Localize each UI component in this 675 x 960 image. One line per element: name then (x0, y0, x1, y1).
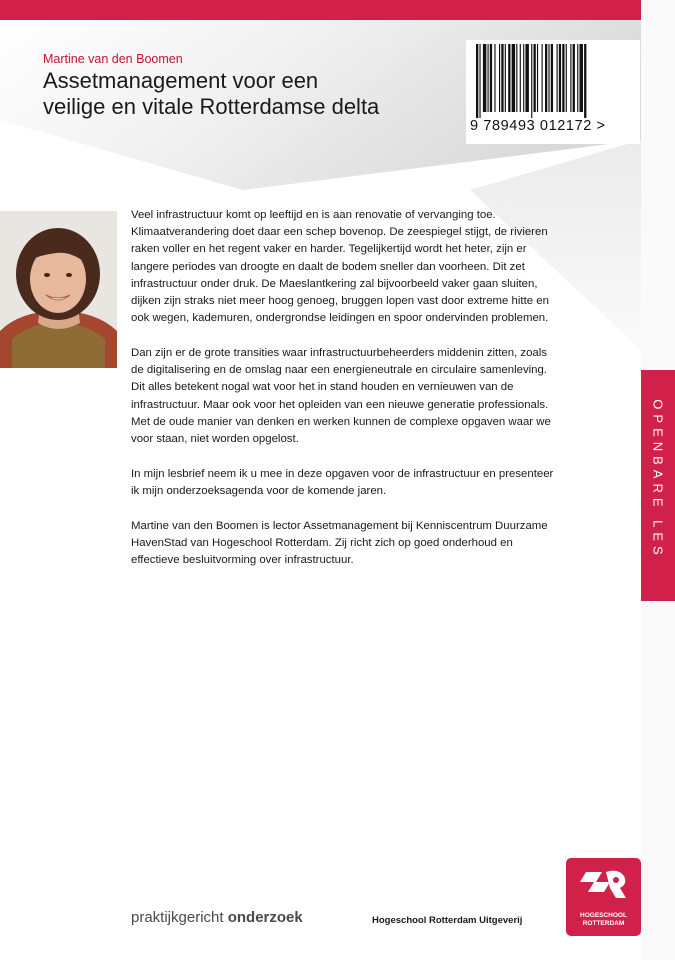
tagline-bold: onderzoek (227, 909, 303, 926)
portrait-illustration (0, 211, 117, 368)
paragraph: In mijn lesbrief neem ik u mee in deze opgaven voor de infrastructuur en presenteer ik mijn onderzoeksagenda voor de komende jaren. (131, 467, 554, 497)
logo-line-2: ROTTERDAM (582, 920, 625, 927)
book-title (43, 68, 379, 120)
paragraph: Dan zijn er de grote transities waar infrastructuurbeheerders middenin zitten, zoals de digitalisering en de omslag naar een energieneutrale en circulaire samenleving. Dit alles betekent nogal wat voor het in stand houden en vernieuwen van de infrastructuur. Maar ook voor het opleiden van een nieuwe generatie professionals. Met de oude manier van denken en werken kunnen de complexe opgaven waar we voor staan, niet worden opgelost. (131, 346, 551, 445)
author-photo (0, 211, 117, 368)
publisher-name: Hogeschool Rotterdam Uitgeverij (372, 915, 523, 926)
isbn-number: 9 789493 012172 > (470, 118, 606, 134)
paragraph: Martine van den Boomen is lector Assetmanagement bij Kenniscentrum Duurzame HavenStad van Hogeschool Rotterdam. Zij richt zich op goed onderhoud en effectieve besluitvorming over infrastructuur. (131, 519, 548, 566)
barcode-bars (476, 44, 631, 118)
back-cover-text (131, 207, 556, 587)
series-label: OPENBARE LES (650, 399, 666, 560)
logo-text (566, 912, 641, 928)
hogeschool-logo (566, 858, 641, 936)
logo-mark-icon (566, 858, 641, 912)
title-line-1: Assetmanagement voor een (43, 68, 319, 93)
paragraph: Veel infrastructuur komt op leeftijd en is aan renovatie of vervanging toe. Klimaatverandering doet daar een schep bovenop. De zeespiegel stijgt, de rivieren raken voller en het regent vaker en harder. Tegelijkertijd wordt het heter, zijn er langere periodes van droogte en daalt de bodem sneller dan voorheen. Dit zet infrastructuur onder druk. De Maeslantkering zal bijvoorbeeld vaker gaan sluiten, dijken zijn straks niet meer hoog genoeg, bruggen lopen vast door extreme hitte en ook wegen, kademuren, ondergrondse leidingen en spoor ondervinden problemen. (131, 209, 549, 325)
tagline (131, 909, 303, 926)
isbn-barcode (466, 40, 640, 144)
logo-line-1: HOGESCHOOL (580, 912, 627, 919)
author-name: Martine van den Boomen (43, 52, 183, 66)
title-line-2: veilige en vitale Rotterdamse delta (43, 94, 380, 119)
top-accent-bar (0, 0, 641, 20)
tagline-light: praktijkgericht (131, 909, 228, 926)
series-side-tab (641, 370, 675, 601)
